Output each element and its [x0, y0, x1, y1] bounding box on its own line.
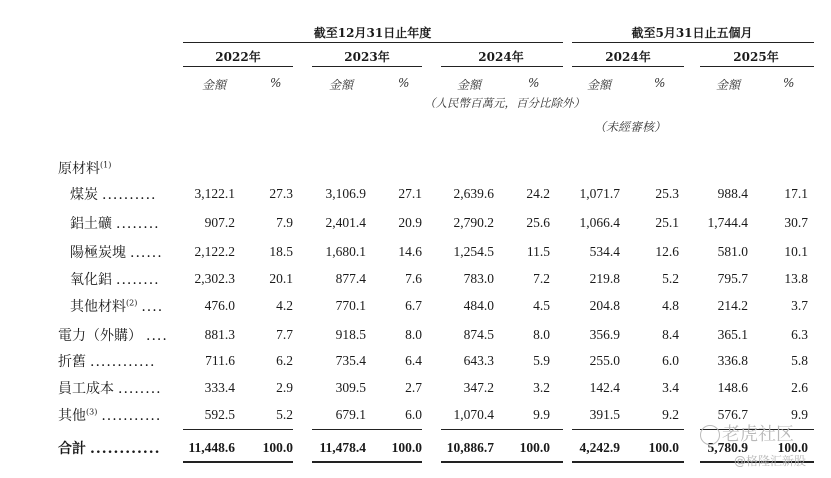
leader-dots: ......	[130, 245, 163, 261]
amount-cell: 1,066.4	[579, 215, 620, 230]
amount-cell: 735.4	[335, 353, 366, 368]
row-label-text: 其他	[58, 408, 86, 424]
percent-cell: 25.1	[655, 215, 679, 230]
leader-dots: ....	[146, 328, 168, 344]
row-label-text: 陽極炭塊	[70, 245, 126, 261]
col-amount-label: 金額	[716, 78, 741, 92]
header-group-rule	[183, 42, 563, 43]
amount-cell: 918.5	[335, 327, 366, 342]
percent-cell: 100.0	[391, 440, 422, 455]
row-label-text: 鋁土礦	[70, 216, 112, 232]
total-double-rule	[572, 461, 684, 463]
section-label-raw-materials	[58, 158, 111, 178]
amount-cell: 770.1	[335, 298, 366, 313]
row-label	[58, 438, 161, 458]
col-amount-label: 金額	[587, 78, 612, 92]
percent-cell: 3.7	[791, 298, 808, 313]
percent-cell: 5.8	[791, 353, 808, 368]
amount-cell: 1,070.4	[453, 407, 494, 422]
unit-note: （人民幣百萬元，百分比除外）	[424, 96, 585, 110]
amount-cell: 347.2	[463, 380, 494, 395]
row-label-text: 氧化鋁	[70, 272, 112, 288]
percent-cell: 7.6	[405, 271, 422, 286]
leader-dots: ........	[116, 216, 160, 232]
amount-cell: 1,254.5	[453, 244, 494, 259]
col-pct-label: %	[783, 76, 795, 90]
percent-cell: 30.7	[784, 215, 808, 230]
percent-cell: 8.0	[405, 327, 422, 342]
col-pct-label: %	[654, 76, 666, 90]
header-year-2022: 2022年	[215, 50, 261, 64]
amount-cell: 3,106.9	[325, 186, 366, 201]
amount-cell: 795.7	[717, 271, 748, 286]
amount-cell: 2,639.6	[453, 186, 494, 201]
amount-cell: 391.5	[589, 407, 620, 422]
footnote-marker: (3)	[86, 407, 98, 417]
unaudited-note: （未經審核）	[594, 120, 667, 134]
percent-cell: 2.9	[276, 380, 293, 395]
header-year-2025-5m: 2025年	[733, 50, 779, 64]
col-pct-label: %	[528, 76, 540, 90]
amount-cell: 2,401.4	[325, 215, 366, 230]
header-group-five-months: 截至5月31日止五個月	[631, 26, 753, 40]
total-double-rule	[441, 461, 563, 463]
leader-dots: ............	[90, 354, 156, 370]
amount-cell: 336.8	[717, 353, 748, 368]
amount-cell: 255.0	[589, 353, 620, 368]
total-double-rule	[312, 461, 422, 463]
amount-cell: 1,744.4	[707, 215, 748, 230]
percent-cell: 5.2	[276, 407, 293, 422]
row-label-text: 其他材料	[70, 299, 126, 315]
amount-cell: 333.4	[204, 380, 235, 395]
percent-cell: 11.5	[526, 244, 550, 259]
amount-cell: 2,122.2	[194, 244, 235, 259]
row-label-text: 煤炭	[70, 187, 98, 203]
amount-cell: 907.2	[204, 215, 235, 230]
percent-cell: 10.1	[784, 244, 808, 259]
percent-cell: 3.4	[662, 380, 679, 395]
percent-cell: 4.5	[533, 298, 550, 313]
percent-cell: 18.5	[269, 244, 293, 259]
leader-dots: ........	[116, 272, 160, 288]
amount-cell: 874.5	[463, 327, 494, 342]
header-year-rule	[441, 66, 563, 67]
total-rule	[441, 429, 563, 430]
leader-dots: ............	[90, 441, 161, 457]
total-rule	[183, 429, 293, 430]
amount-cell: 576.7	[717, 407, 748, 422]
amount-cell: 142.4	[589, 380, 620, 395]
amount-cell: 148.6	[717, 380, 748, 395]
percent-cell: 7.9	[276, 215, 293, 230]
amount-cell: 988.4	[717, 186, 748, 201]
amount-cell: 881.3	[204, 327, 235, 342]
percent-cell: 5.9	[533, 353, 550, 368]
row-label	[70, 242, 163, 262]
amount-cell: 365.1	[717, 327, 748, 342]
percent-cell: 100.0	[262, 440, 293, 455]
amount-cell: 783.0	[463, 271, 494, 286]
percent-cell: 9.9	[791, 407, 808, 422]
row-label	[70, 213, 160, 233]
amount-cell: 581.0	[717, 244, 748, 259]
tiger-icon	[700, 425, 720, 445]
row-label-text: 員工成本	[58, 381, 114, 397]
footnote-marker: (1)	[100, 160, 112, 170]
percent-cell: 6.0	[405, 407, 422, 422]
col-amount-label: 金額	[457, 78, 482, 92]
row-label	[58, 405, 161, 425]
percent-cell: 2.6	[791, 380, 808, 395]
row-label	[70, 296, 163, 316]
header-year-rule	[312, 66, 422, 67]
amount-cell: 204.8	[589, 298, 620, 313]
percent-cell: 20.1	[269, 271, 293, 286]
amount-cell: 484.0	[463, 298, 494, 313]
leader-dots: ...........	[101, 408, 162, 424]
percent-cell: 7.7	[276, 327, 293, 342]
header-year-rule	[183, 66, 293, 67]
leader-dots: ........	[118, 381, 162, 397]
amount-cell: 592.5	[204, 407, 235, 422]
percent-cell: 4.8	[662, 298, 679, 313]
row-label	[70, 269, 160, 289]
percent-cell: 100.0	[648, 440, 679, 455]
percent-cell: 6.3	[791, 327, 808, 342]
percent-cell: 25.3	[655, 186, 679, 201]
amount-cell: 309.5	[335, 380, 366, 395]
header-group-rule	[572, 42, 814, 43]
header-group-fiscal-year: 截至12月31日止年度	[313, 26, 432, 40]
amount-cell: 356.9	[589, 327, 620, 342]
percent-cell: 8.4	[662, 327, 679, 342]
amount-cell: 5,780.9	[707, 440, 748, 455]
percent-cell: 3.2	[533, 380, 550, 395]
amount-cell: 219.8	[589, 271, 620, 286]
total-rule	[312, 429, 422, 430]
watermark-tiger	[700, 420, 794, 446]
amount-cell: 4,242.9	[579, 440, 620, 455]
percent-cell: 13.8	[784, 271, 808, 286]
amount-cell: 3,122.1	[194, 186, 235, 201]
percent-cell: 5.2	[662, 271, 679, 286]
percent-cell: 6.0	[662, 353, 679, 368]
total-double-rule	[183, 461, 293, 463]
amount-cell: 10,886.7	[446, 440, 494, 455]
amount-cell: 1,680.1	[325, 244, 366, 259]
percent-cell: 4.2	[276, 298, 293, 313]
row-label-text: 合計	[58, 441, 86, 457]
percent-cell: 27.1	[398, 186, 422, 201]
row-label	[58, 378, 162, 398]
header-year-2024: 2024年	[478, 50, 524, 64]
amount-cell: 2,790.2	[453, 215, 494, 230]
amount-cell: 534.4	[589, 244, 620, 259]
percent-cell: 7.2	[533, 271, 550, 286]
watermark-source: @格隆汇新股	[734, 454, 807, 468]
percent-cell: 100.0	[519, 440, 550, 455]
header-year-2023: 2023年	[344, 50, 390, 64]
percent-cell: 6.2	[276, 353, 293, 368]
percent-cell: 14.6	[398, 244, 422, 259]
watermark-line1: 老虎社区	[722, 424, 794, 445]
percent-cell: 25.6	[526, 215, 550, 230]
row-label-text: 折舊	[58, 354, 86, 370]
row-label	[70, 184, 157, 204]
percent-cell: 20.9	[398, 215, 422, 230]
percent-cell: 9.9	[533, 407, 550, 422]
col-pct-label: %	[398, 76, 410, 90]
percent-cell: 9.2	[662, 407, 679, 422]
col-pct-label: %	[270, 76, 282, 90]
amount-cell: 214.2	[717, 298, 748, 313]
col-amount-label: 金額	[202, 78, 227, 92]
header-year-rule	[700, 66, 814, 67]
percent-cell: 2.7	[405, 380, 422, 395]
row-label	[58, 351, 155, 371]
amount-cell: 1,071.7	[579, 186, 620, 201]
header-year-2024-5m: 2024年	[605, 50, 651, 64]
amount-cell: 476.0	[204, 298, 235, 313]
leader-dots: ....	[141, 299, 164, 315]
amount-cell: 711.6	[205, 353, 235, 368]
amount-cell: 11,478.4	[319, 440, 366, 455]
percent-cell: 6.4	[405, 353, 422, 368]
header-year-rule	[572, 66, 684, 67]
percent-cell: 6.7	[405, 298, 422, 313]
amount-cell: 11,448.6	[188, 440, 235, 455]
percent-cell: 24.2	[526, 186, 550, 201]
percent-cell: 12.6	[655, 244, 679, 259]
percent-cell: 100.0	[777, 440, 808, 455]
percent-cell: 8.0	[533, 327, 550, 342]
col-amount-label: 金額	[329, 78, 354, 92]
section-label-text: 原材料	[58, 161, 100, 177]
amount-cell: 643.3	[463, 353, 494, 368]
footnote-marker: (2)	[126, 298, 138, 308]
leader-dots: ..........	[102, 187, 157, 203]
amount-cell: 877.4	[335, 271, 366, 286]
amount-cell: 679.1	[335, 407, 366, 422]
row-label-text: 電力（外購）	[58, 328, 142, 344]
percent-cell: 17.1	[784, 186, 808, 201]
amount-cell: 2,302.3	[194, 271, 235, 286]
total-rule	[572, 429, 684, 430]
row-label	[58, 325, 168, 345]
percent-cell: 27.3	[269, 186, 293, 201]
